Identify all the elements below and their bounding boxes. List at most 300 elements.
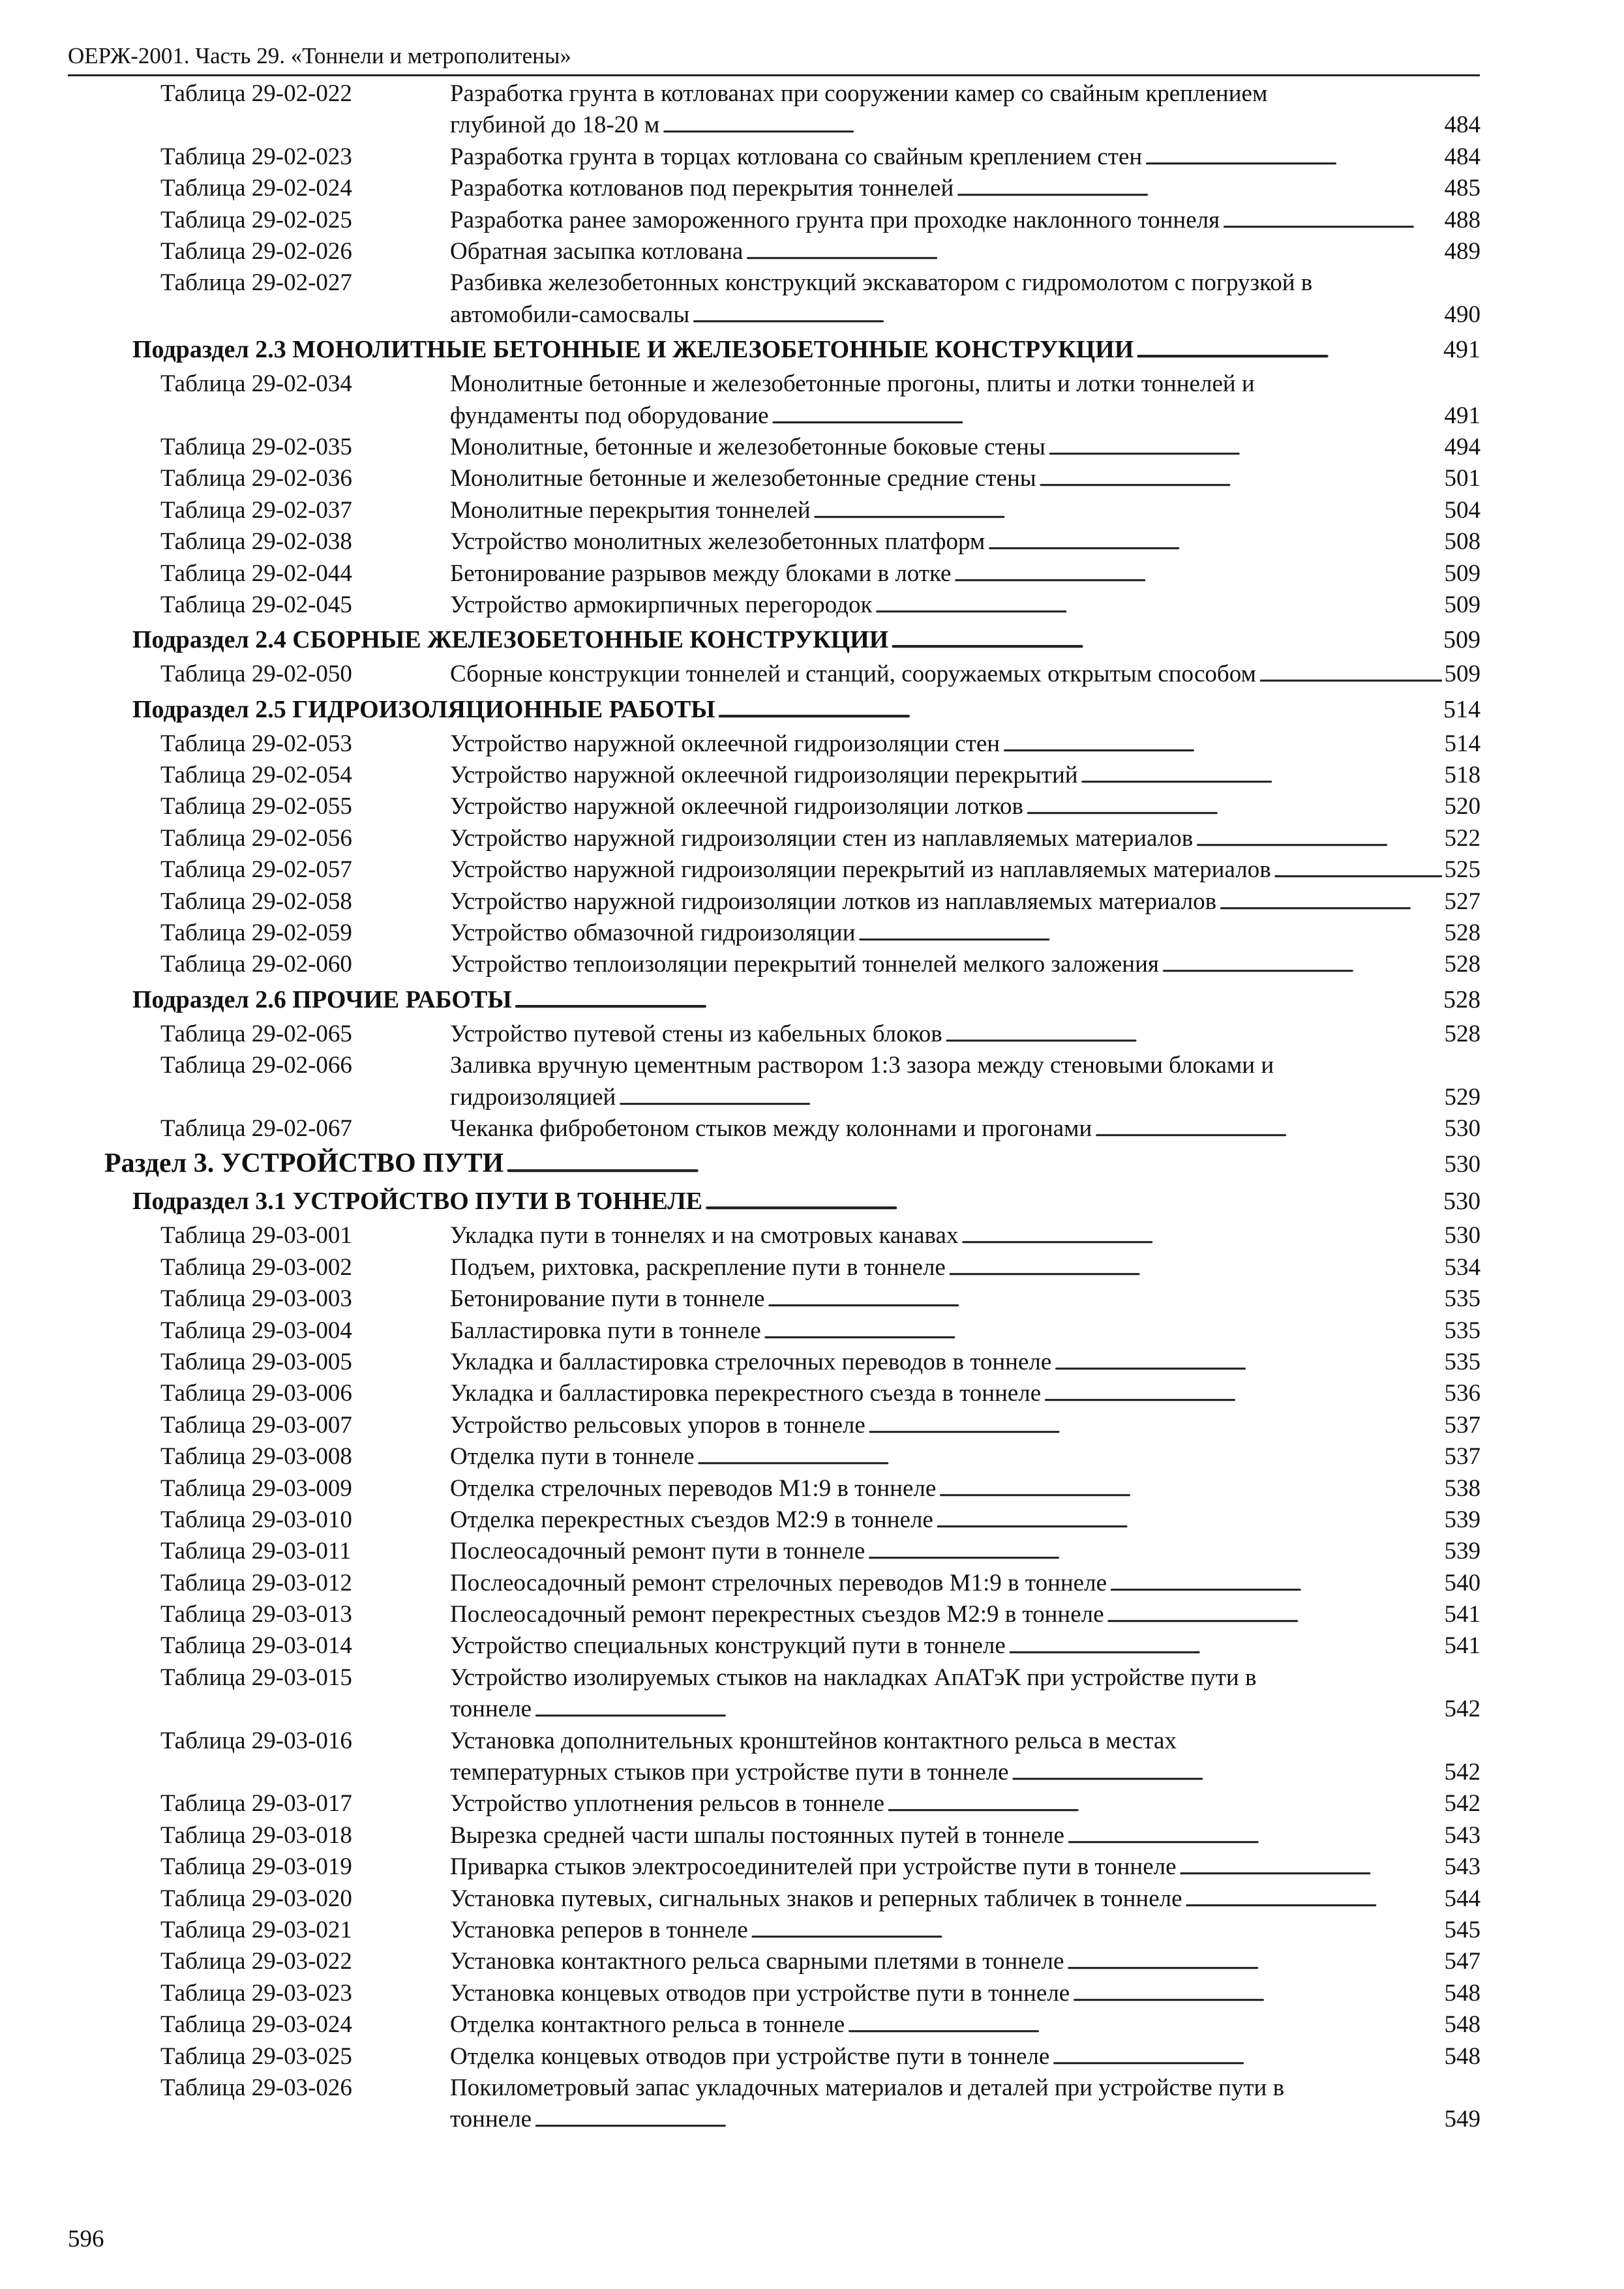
toc-entry-label: Таблица 29-03-026 <box>160 2074 352 2101</box>
heading-line <box>132 691 1481 728</box>
toc-subsection-heading[interactable] <box>0 981 1624 1019</box>
toc-entry[interactable] <box>0 495 1624 526</box>
dot-leader <box>1094 1113 1441 1146</box>
toc-entry-text: Сборные конструкции тоннелей и станций, сооружаемых открытым способом <box>450 661 1256 688</box>
toc-entry[interactable] <box>0 1252 1624 1283</box>
toc-entry-line <box>450 78 1481 110</box>
toc-page-number: 489 <box>1444 237 1481 265</box>
toc-page-number: 509 <box>1443 626 1481 654</box>
toc-entry-text: Приварка стыков электросоединителей при устройстве пути в тоннеле <box>450 1853 1177 1881</box>
toc-subsection-heading[interactable] <box>0 621 1624 659</box>
heading-line <box>132 621 1481 659</box>
dot-leader <box>692 299 1441 333</box>
toc-entry-title <box>450 2041 1481 2072</box>
toc-page-number: 530 <box>1443 1188 1481 1216</box>
toc-entry-line <box>450 1378 1481 1409</box>
dot-leader <box>847 2009 1441 2042</box>
toc-entry-line <box>450 1757 1481 1788</box>
toc-entry-line <box>450 1630 1481 1662</box>
toc-entry[interactable] <box>0 2072 1624 2136</box>
toc-entry-line <box>450 558 1481 590</box>
toc-entry[interactable] <box>0 142 1624 173</box>
toc-entry-text: Обратная засыпка котлована <box>450 237 744 265</box>
toc-page-number: 544 <box>1444 1885 1481 1912</box>
toc-entry-title <box>450 590 1481 621</box>
toc-entry-text: Устройство наружной оклеечной гидроизоляции стен <box>450 730 1000 757</box>
toc-entry-text: Разработка грунта в котлованах при сооружении камер со свайным креплением <box>450 80 1268 107</box>
toc-entry-text: Устройство армокирпичных перегородок <box>450 591 873 618</box>
dot-leader <box>534 2104 1441 2137</box>
toc-entry-title <box>450 236 1481 267</box>
toc-page-number: 539 <box>1444 1506 1481 1533</box>
toc-entry-label: Таблица 29-02-067 <box>160 1115 352 1142</box>
dot-leader <box>697 1441 1442 1474</box>
toc-entry-line <box>450 1347 1481 1378</box>
toc-page-number: 491 <box>1444 402 1481 429</box>
toc-subsection-heading[interactable] <box>0 1182 1624 1220</box>
toc-entry-line <box>450 1788 1481 1819</box>
toc-page-number: 528 <box>1444 1020 1481 1047</box>
toc-entry-label: Таблица 29-03-018 <box>160 1821 352 1849</box>
toc-entry-label: Таблица 29-03-014 <box>160 1632 352 1660</box>
dot-leader <box>891 621 1441 661</box>
toc-entry-label: Таблица 29-02-045 <box>160 591 352 618</box>
toc-entry[interactable] <box>0 368 1624 432</box>
heading-text: Подраздел 2.6 ПРОЧИЕ РАБОТЫ <box>132 985 512 1013</box>
heading-line <box>104 1144 1481 1182</box>
toc-entry[interactable] <box>0 1851 1624 1883</box>
toc-entry[interactable] <box>0 1788 1624 1819</box>
toc-entry-title <box>450 1662 1481 1726</box>
toc-entry-title <box>450 368 1481 432</box>
toc-entry-text: Укладка и балластировка стрелочных переводов в тоннеле <box>450 1348 1052 1375</box>
toc-entry[interactable] <box>0 2009 1624 2041</box>
dot-leader <box>961 1220 1441 1253</box>
toc-entry-label: Таблица 29-02-035 <box>160 433 352 460</box>
toc-entry-title <box>450 1252 1481 1283</box>
dot-leader <box>1107 1599 1442 1632</box>
toc-entry[interactable] <box>0 659 1624 690</box>
toc-entry-line <box>450 1220 1481 1251</box>
toc-entry-text: Балластировка пути в тоннеле <box>450 1317 761 1344</box>
dot-leader <box>813 495 1442 528</box>
toc-entry-line <box>450 173 1481 204</box>
dot-leader <box>875 590 1441 623</box>
toc-entry-text: Монолитные перекрытия тоннелей <box>450 496 811 524</box>
heading-line <box>132 331 1481 368</box>
toc-entry-text: Отделка перекрестных съездов М2:9 в тоннеле <box>450 1506 933 1533</box>
toc-entry-line <box>450 1851 1481 1883</box>
toc-entry-label: Таблица 29-03-021 <box>160 1917 352 1944</box>
toc-entry-line <box>450 1441 1481 1473</box>
toc-entry-label: Таблица 29-02-024 <box>160 175 352 202</box>
toc-entry-text: Чеканка фибробетоном стыков между колоннами и прогонами <box>450 1115 1092 1142</box>
dot-leader <box>1219 886 1441 920</box>
toc-entry-label: Таблица 29-02-026 <box>160 237 352 265</box>
toc-page-number: 530 <box>1444 1222 1481 1249</box>
toc-page-number: 528 <box>1444 951 1481 978</box>
toc-entry-line <box>450 854 1481 886</box>
toc-entry-line <box>450 2072 1481 2104</box>
toc-entry-title <box>450 1788 1481 1819</box>
toc-entry-title <box>450 1220 1481 1251</box>
toc-entry-text: температурных стыков при устройстве пути в тоннеле <box>450 1759 1009 1786</box>
toc-entry-line <box>450 2104 1481 2135</box>
toc-entry-label: Таблица 29-02-055 <box>160 793 352 820</box>
toc-page-number: 528 <box>1444 920 1481 947</box>
toc-entry-title <box>450 659 1481 690</box>
toc-entry-title <box>450 2072 1481 2136</box>
toc-entry-line <box>450 110 1481 141</box>
toc-entry-label: Таблица 29-03-002 <box>160 1253 352 1281</box>
toc-entry[interactable] <box>0 432 1624 463</box>
toc-entry-line <box>450 1113 1481 1144</box>
toc-page-number: 549 <box>1444 2106 1481 2133</box>
toc-subsection-heading[interactable] <box>0 691 1624 728</box>
toc-entry[interactable] <box>0 2041 1624 2072</box>
toc-entry[interactable] <box>0 1410 1624 1441</box>
toc-entry-text: Устройство наружной гидроизоляции перекрытий из наплавляемых материалов <box>450 856 1271 884</box>
toc-entry-label: Таблица 29-03-011 <box>160 1538 352 1565</box>
toc-entry[interactable] <box>0 1441 1624 1473</box>
toc-page-number: 548 <box>1444 2042 1481 2070</box>
toc-entry-text: Устройство рельсовых упоров в тоннеле <box>450 1411 865 1439</box>
toc-entry[interactable] <box>0 823 1624 854</box>
toc-entry-label: Таблица 29-02-038 <box>160 528 352 556</box>
toc-entry-title <box>450 205 1481 236</box>
toc-entry-label: Таблица 29-03-015 <box>160 1664 352 1691</box>
toc-entry-line <box>450 1536 1481 1567</box>
toc-entry-title <box>450 142 1481 173</box>
toc-entry[interactable] <box>0 590 1624 621</box>
toc-entry-text: Устройство путевой стены из кабельных блоков <box>450 1020 942 1047</box>
toc-entry-title <box>450 1820 1481 1851</box>
toc-entry-label: Таблица 29-02-025 <box>160 206 352 233</box>
toc-entry-text: глубиной до 18-20 м <box>450 112 660 139</box>
dot-leader <box>772 400 1442 434</box>
toc-entry-line <box>450 949 1481 980</box>
toc-entry[interactable] <box>0 1568 1624 1599</box>
toc-entry[interactable] <box>0 78 1624 142</box>
toc-entry-title <box>450 1410 1481 1441</box>
toc-page-number: 528 <box>1443 985 1481 1013</box>
toc-entry-title <box>450 267 1481 331</box>
toc-entry[interactable] <box>0 918 1624 949</box>
toc-entry[interactable] <box>0 1283 1624 1315</box>
toc-entry-title <box>450 526 1481 558</box>
toc-entry-text: Монолитные, бетонные и железобетонные боковые стены <box>450 433 1045 460</box>
toc-page-number: 540 <box>1444 1569 1481 1596</box>
toc-entry-title <box>450 1504 1481 1536</box>
toc-entry-text: Бетонирование разрывов между блоками в лотке <box>450 560 952 587</box>
toc-entry-title <box>450 823 1481 854</box>
toc-entry[interactable] <box>0 173 1624 204</box>
toc-entry-text: Установка контактного рельса сварными плетями в тоннеле <box>450 1948 1064 1975</box>
toc-entry-label: Таблица 29-03-022 <box>160 1948 352 1975</box>
dot-leader <box>662 110 1441 143</box>
toc-entry-label: Таблица 29-02-057 <box>160 856 352 884</box>
toc-entry-label: Таблица 29-02-059 <box>160 920 352 947</box>
toc-entry-title <box>450 1113 1481 1144</box>
toc-entry-label: Таблица 29-03-005 <box>160 1348 352 1375</box>
dot-leader <box>868 1410 1442 1443</box>
toc-entry-label: Таблица 29-02-054 <box>160 762 352 789</box>
toc-entry[interactable] <box>0 1378 1624 1409</box>
toc-entry-line <box>450 205 1481 236</box>
dot-leader <box>867 1536 1441 1569</box>
toc-page-number: 530 <box>1444 1115 1481 1142</box>
toc-entry-text: Отделка стрелочных переводов М1:9 в тоннеле <box>450 1474 937 1502</box>
toc-page-number: 504 <box>1444 496 1481 524</box>
toc-entry-line <box>450 1504 1481 1536</box>
toc-page-number: 537 <box>1444 1443 1481 1471</box>
toc-entry[interactable] <box>0 558 1624 590</box>
toc-entry-text: Укладка пути в тоннелях и на смотровых канавах <box>450 1222 959 1249</box>
toc-page-number: 543 <box>1444 1853 1481 1881</box>
toc-entry[interactable] <box>0 236 1624 267</box>
heading-text: Подраздел 2.5 ГИДРОИЗОЛЯЦИОННЫЕ РАБОТЫ <box>132 695 715 723</box>
toc-page-number: 542 <box>1444 1696 1481 1723</box>
toc-entry[interactable] <box>0 1915 1624 1946</box>
toc-entry-line <box>450 463 1481 494</box>
toc-entry-line <box>450 368 1481 400</box>
toc-entry-line <box>450 1599 1481 1630</box>
dot-leader <box>618 1082 1441 1115</box>
toc-entry-title <box>450 1019 1481 1050</box>
dot-leader <box>887 1788 1442 1821</box>
toc-page-number: 548 <box>1444 2011 1481 2039</box>
toc-entry[interactable] <box>0 791 1624 822</box>
toc-entry-line <box>450 1315 1481 1347</box>
toc-page-number: 514 <box>1443 695 1481 723</box>
toc-entry-line <box>450 1694 1481 1725</box>
toc-entry[interactable] <box>0 1019 1624 1050</box>
toc-entry-title <box>450 1851 1481 1883</box>
toc-entry[interactable] <box>0 1978 1624 2009</box>
toc-entry-text: Заливка вручную цементным раствором 1:3 зазора между стеновыми блоками и <box>450 1052 1274 1079</box>
toc-entry-label: Таблица 29-03-020 <box>160 1885 352 1912</box>
toc-page-number: 525 <box>1444 856 1481 884</box>
toc-entry-title <box>450 78 1481 142</box>
toc-entry-line <box>450 791 1481 822</box>
dot-leader <box>1145 142 1441 175</box>
toc-entry[interactable] <box>0 886 1624 918</box>
toc-entry[interactable] <box>0 1220 1624 1251</box>
toc-entry-title <box>450 1568 1481 1599</box>
toc-entry-title <box>450 1946 1481 1977</box>
toc-entry[interactable] <box>0 1473 1624 1504</box>
toc-entry[interactable] <box>0 1630 1624 1662</box>
toc-page-number: 534 <box>1444 1253 1481 1281</box>
toc-entry-label: Таблица 29-03-017 <box>160 1790 352 1818</box>
toc-page-number: 520 <box>1444 793 1481 820</box>
dot-leader <box>718 691 1441 731</box>
toc-entry[interactable] <box>0 854 1624 886</box>
toc-page-number: 518 <box>1444 762 1481 789</box>
toc-page-number: 490 <box>1444 301 1481 328</box>
toc-page-number: 548 <box>1444 1979 1481 2007</box>
toc-entry[interactable] <box>0 1315 1624 1347</box>
toc-entry-title <box>450 1283 1481 1315</box>
toc-entry-label: Таблица 29-03-025 <box>160 2042 352 2070</box>
toc-entry[interactable] <box>0 1820 1624 1851</box>
dot-leader <box>936 1504 1442 1538</box>
toc-page-number: 501 <box>1444 465 1481 492</box>
dot-leader <box>1259 659 1442 692</box>
toc-entry-title <box>450 495 1481 526</box>
heading-text: Подраздел 2.4 СБОРНЫЕ ЖЕЛЕЗОБЕТОННЫЕ КОНСТРУКЦИИ <box>132 626 889 654</box>
toc-entry[interactable] <box>0 1599 1624 1630</box>
toc-entry-title <box>450 558 1481 590</box>
toc-page-number: 514 <box>1444 730 1481 757</box>
toc-entry-title <box>450 918 1481 949</box>
toc-entry-title <box>450 1347 1481 1378</box>
toc-entry-title <box>450 728 1481 760</box>
toc-entry-text: Устройство наружной гидроизоляции лотков из наплавляемых материалов <box>450 888 1217 915</box>
toc-entry-text: Установка дополнительных кронштейнов контактного рельса в местах <box>450 1727 1177 1754</box>
toc-entry[interactable] <box>0 1946 1624 1977</box>
toc-entry[interactable] <box>0 760 1624 791</box>
toc-entry-line <box>450 142 1481 173</box>
toc-subsection-heading[interactable] <box>0 331 1624 368</box>
toc-entry-text: Монолитные бетонные и железобетонные прогоны, плиты и лотки тоннелей и <box>450 370 1255 398</box>
toc-entry-label: Таблица 29-02-050 <box>160 661 352 688</box>
toc-entry-text: Установка концевых отводов при устройстве пути в тоннеле <box>450 1979 1070 2007</box>
heading-line <box>132 981 1481 1019</box>
toc-entry-text: Отделка концевых отводов при устройстве пути в тоннеле <box>450 2042 1050 2070</box>
toc-entry-text: Послеосадочный ремонт перекрестных съездов М2:9 в тоннеле <box>450 1601 1104 1628</box>
toc-entry[interactable] <box>0 1662 1624 1726</box>
toc-entry-label: Таблица 29-03-006 <box>160 1380 352 1407</box>
toc-page-number: 491 <box>1443 336 1481 364</box>
toc-entry-label: Таблица 29-03-003 <box>160 1285 352 1313</box>
dot-leader <box>515 981 1441 1021</box>
dot-leader <box>1109 1568 1442 1601</box>
toc-entry[interactable] <box>0 1883 1624 1915</box>
toc-entry-line <box>450 1473 1481 1504</box>
toc-entry[interactable] <box>0 526 1624 558</box>
dot-leader <box>948 1252 1442 1285</box>
toc-entry-line <box>450 267 1481 299</box>
toc-entry-text: Установка реперов в тоннеле <box>450 1917 748 1944</box>
toc-entry-label: Таблица 29-02-053 <box>160 730 352 757</box>
toc-entry-label: Таблица 29-02-066 <box>160 1052 352 1079</box>
dot-leader <box>1081 760 1442 793</box>
toc-entry-line <box>450 728 1481 760</box>
toc-entry[interactable] <box>0 1536 1624 1567</box>
toc-entry-line <box>450 1946 1481 1977</box>
toc-page-number: 484 <box>1444 143 1481 170</box>
table-of-contents <box>0 78 1624 2136</box>
toc-page-number: 535 <box>1444 1348 1481 1375</box>
toc-page-number: 539 <box>1444 1538 1481 1565</box>
dot-leader <box>1012 1757 1442 1790</box>
toc-page-number: 535 <box>1444 1317 1481 1344</box>
dot-leader <box>1066 1946 1441 1979</box>
toc-entry-line <box>450 918 1481 949</box>
toc-entry-line <box>450 1726 1481 1757</box>
toc-entry-title <box>450 1978 1481 2009</box>
toc-entry[interactable] <box>0 1347 1624 1378</box>
toc-entry-line <box>450 1082 1481 1113</box>
toc-entry-label: Таблица 29-03-001 <box>160 1222 352 1249</box>
toc-entry-text: автомобили-самосвалы <box>450 301 690 328</box>
toc-page-number: 541 <box>1444 1601 1481 1628</box>
toc-entry-label: Таблица 29-02-060 <box>160 951 352 978</box>
toc-entry-title <box>450 1315 1481 1347</box>
toc-entry-title <box>450 1599 1481 1630</box>
toc-entry-title <box>450 1378 1481 1409</box>
toc-page-number: 508 <box>1444 528 1481 556</box>
toc-entry-line <box>450 1915 1481 1946</box>
toc-entry-label: Таблица 29-02-058 <box>160 888 352 915</box>
toc-entry[interactable] <box>0 1050 1624 1113</box>
dot-leader <box>1222 205 1441 238</box>
toc-page-number: 535 <box>1444 1285 1481 1313</box>
toc-entry[interactable] <box>0 267 1624 331</box>
toc-entry[interactable] <box>0 1504 1624 1536</box>
toc-page-number: 545 <box>1444 1917 1481 1944</box>
dot-leader <box>1072 1978 1441 2011</box>
toc-entry-label: Таблица 29-03-008 <box>160 1443 352 1471</box>
toc-entry[interactable] <box>0 949 1624 980</box>
toc-entry-label: Таблица 29-02-036 <box>160 465 352 492</box>
heading-text: Подраздел 3.1 УСТРОЙСТВО ПУТИ В ТОННЕЛЕ <box>132 1188 702 1216</box>
toc-entry[interactable] <box>0 728 1624 760</box>
toc-entry-line <box>450 823 1481 854</box>
toc-entry-title <box>450 432 1481 463</box>
toc-entry-text: Послеосадочный ремонт стрелочных переводов М1:9 в тоннеле <box>450 1569 1107 1596</box>
toc-page-number: 522 <box>1444 824 1481 852</box>
toc-entry-label: Таблица 29-03-019 <box>160 1853 352 1881</box>
dot-leader <box>945 1019 1442 1052</box>
toc-entry[interactable] <box>0 463 1624 494</box>
dot-leader <box>1008 1630 1442 1664</box>
dot-leader <box>1136 331 1441 371</box>
toc-entry[interactable] <box>0 1726 1624 1789</box>
toc-entry-title <box>450 760 1481 791</box>
toc-entry-text: Подъем, рихтовка, раскрепление пути в тоннеле <box>450 1253 946 1281</box>
toc-entry-text: Устройство обмазочной гидроизоляции <box>450 920 856 947</box>
dot-leader <box>954 558 1441 591</box>
toc-entry-label: Таблица 29-03-004 <box>160 1317 352 1344</box>
toc-page-number: 530 <box>1444 1151 1481 1178</box>
dot-leader <box>751 1915 1442 1948</box>
toc-page-number: 509 <box>1444 560 1481 587</box>
toc-entry-label: Таблица 29-02-065 <box>160 1020 352 1047</box>
toc-page-number: 527 <box>1444 888 1481 915</box>
toc-entry-text: Послеосадочный ремонт пути в тоннеле <box>450 1538 865 1565</box>
toc-entry-text: фундаменты под оборудование <box>450 402 769 429</box>
toc-entry-text: Устройство наружной оклеечной гидроизоляции перекрытий <box>450 762 1078 789</box>
toc-entry-label: Таблица 29-03-007 <box>160 1411 352 1439</box>
toc-entry[interactable] <box>0 205 1624 236</box>
toc-entry-text: Бетонирование пути в тоннеле <box>450 1285 765 1313</box>
dot-leader <box>1185 1883 1442 1917</box>
toc-entry-text: Устройство уплотнения рельсов в тоннеле <box>450 1790 884 1818</box>
dot-leader <box>534 1694 1441 1727</box>
toc-entry-line <box>450 1252 1481 1283</box>
dot-leader <box>745 236 1441 269</box>
toc-entry-label: Таблица 29-03-024 <box>160 2011 352 2039</box>
toc-entry-text: тоннеле <box>450 2106 532 2133</box>
toc-entry-text: Устройство специальных конструкций пути в тоннеле <box>450 1632 1006 1660</box>
toc-entry[interactable] <box>0 1113 1624 1144</box>
dot-leader <box>858 918 1442 951</box>
toc-section-heading[interactable] <box>0 1144 1624 1182</box>
toc-page-number: 541 <box>1444 1632 1481 1660</box>
toc-entry-text: Отделка контактного рельса в тоннеле <box>450 2011 845 2039</box>
